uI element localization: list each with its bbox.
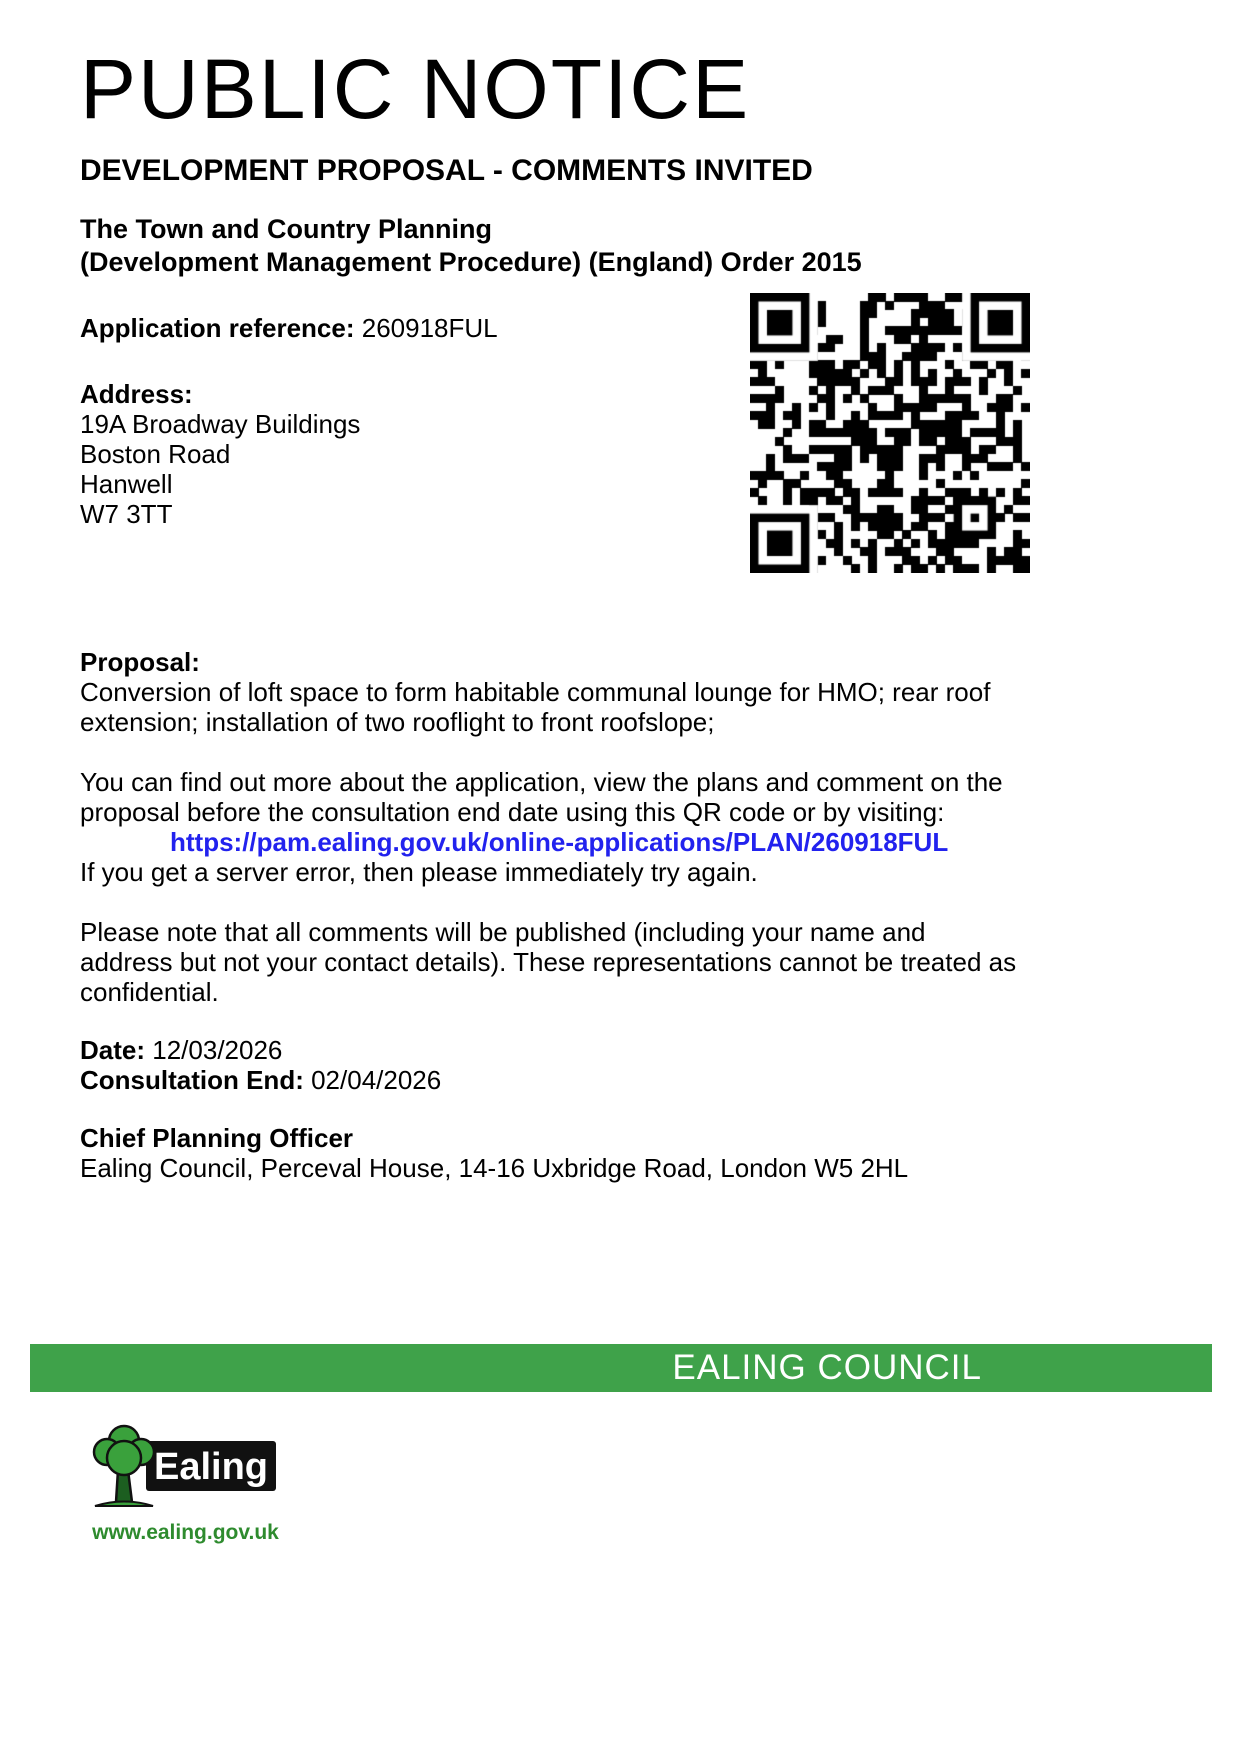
server-error-note: If you get a server error, then please immediately try again. — [80, 856, 758, 887]
proposal-section — [80, 647, 1025, 737]
consultation-end-value: 02/04/2026 — [311, 1064, 442, 1095]
privacy-note: Please note that all comments will be published (including your name and address but not your contact details). These representations cannot be treated as confidential. — [80, 916, 1017, 1007]
application-link-line — [80, 827, 1161, 857]
notice-subtitle: DEVELOPMENT PROPOSAL - COMMENTS INVITED — [80, 153, 813, 187]
application-reference-label: Application reference: — [80, 312, 355, 343]
dates-section — [80, 1035, 1161, 1095]
ealing-logo-graphic — [83, 1420, 288, 1514]
legislation-reference — [80, 213, 1161, 279]
address-line-3: Hanwell — [80, 468, 173, 499]
council-banner — [30, 1344, 1212, 1392]
ealing-logo — [83, 1420, 288, 1545]
consultation-end-label: Consultation End: — [80, 1064, 304, 1095]
page-title: PUBLIC NOTICE — [80, 42, 751, 136]
application-link[interactable]: https://pam.ealing.gov.uk/online-applications/PLAN/260918FUL — [170, 826, 949, 857]
tree-icon — [94, 1426, 154, 1506]
date-label: Date: — [80, 1034, 146, 1065]
address-line-1: 19A Broadway Buildings — [80, 408, 361, 439]
proposal-text: Conversion of loft space to form habitable communal lounge for HMO; rear roof extension; installation of two rooflight to front roofslope; — [80, 676, 991, 737]
legislation-line-1: The Town and Country Planning — [80, 213, 492, 244]
info-paragraph: You can find out more about the application, view the plans and comment on the proposal before the consultation end date using this QR code or by visiting: — [80, 766, 1003, 827]
date-value: 12/03/2026 — [152, 1034, 283, 1065]
legislation-line-2: (Development Management Procedure) (England) Order 2015 — [80, 246, 862, 277]
address-label: Address: — [80, 378, 193, 409]
logo-text: Ealing — [154, 1446, 269, 1488]
address-line-2: Boston Road — [80, 438, 231, 469]
officer-section — [80, 1123, 1161, 1183]
application-reference-value: 260918FUL — [361, 312, 498, 343]
website-url: www.ealing.gov.uk — [92, 1521, 279, 1544]
qr-code — [750, 293, 1030, 573]
proposal-label: Proposal: — [80, 646, 200, 677]
council-banner-text: EALING COUNCIL — [672, 1348, 982, 1387]
officer-address: Ealing Council, Perceval House, 14-16 Uxbridge Road, London W5 2HL — [80, 1152, 909, 1183]
officer-title: Chief Planning Officer — [80, 1122, 354, 1153]
address-line-4: W7 3TT — [80, 498, 173, 529]
